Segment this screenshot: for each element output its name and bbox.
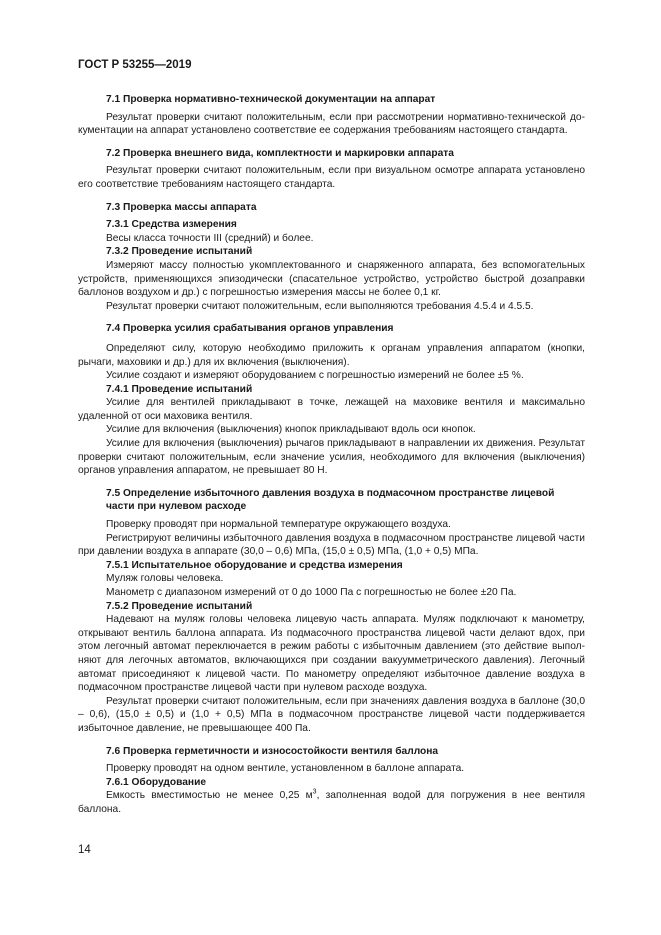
section-7-6-1-paragraph [78, 789, 585, 816]
section-7-5-1-paragraph-1: Муляж головы человека. [106, 573, 224, 585]
section-7-4-paragraph-2: Усилие создают и измеряют оборудованием с погрешностью измерений не более ±5 %. [106, 370, 524, 382]
section-7-5-1-paragraph-2: Манометр с диапазоном измерений от 0 до 1000 Па с погрешностью не более ±20 Па. [106, 587, 517, 598]
section-7-3-2-title: 7.3.2 Проведение испытаний [106, 246, 253, 258]
section-7-5-paragraph-1: Проверку проводят при нормальной температуре окружающего воздуха. [106, 519, 451, 531]
section-7-5-2-paragraph-2: Результат проверки считают положительным, если при значениях давления воздуха в баллоне (30,0 – 0,6), (15,0 ± 0,5) и (1,0 + 0,5) МПа в подмасочном пространстве лицевой части поддерживается избыточное давление, не превышающее 400 Па. [78, 695, 585, 734]
section-7-5-2-paragraph-1: Надевают на муляж головы человека лицевую часть аппарата. Муляж подключают к манометру, открывают вентиль баллона аппарата. Из подмасочного пространства лицевой части делают вдох, при этом легочный автомат переключается в режим работы с избыточным давлением (это действие выполняют для легочных автоматов, включающихся при создании вакуумметрического давления). Легочный автомат присоединяют к лицевой части. По манометру определяют избыточное давление воздуха в подмасочном пространстве лицевой части при нулевом расходе воздуха. [78, 614, 585, 694]
section-7-4-1-paragraph-3: Усилие для включения (выключения) рычагов прикладывают в направлении их движения. Результат проверки считают положительным, если значение усилия, необходимого для включения (выключения) органов управления аппаратом, не превышает 80 Н. [78, 438, 585, 477]
section-7-6-title: 7.6 Проверка герметичности и износостойкости вентиля баллона [106, 745, 439, 757]
document-header: ГОСТ Р 53255—2019 [78, 59, 192, 71]
section-7-3-1-title: 7.3.1 Средства измерения [106, 219, 237, 231]
section-7-5-title: 7.5 Определение избыточного давления воздуха в подмасочном пространстве лицевой части при нулевом расходе [106, 487, 555, 513]
section-7-5-2-title: 7.5.2 Проведение испытаний [106, 600, 253, 612]
section-7-6-paragraph: Проверку проводят на одном вентиле, установленном в баллоне аппарата. [106, 763, 465, 775]
section-7-3-2-paragraph-1: Измеряют массу полностью укомплектованного и снаряженного аппарата, без вспомогательных устройств, применяющихся эпизодически (спасательное устройство, устройство быстрой дозаправки баллонов воздухом и др.) с погрешностью измерения массы не более 0,1 кг. [78, 259, 585, 299]
section-7-3-title: 7.3 Проверка массы аппарата [106, 201, 257, 213]
section-7-2-paragraph: Результат проверки считают положительным, если при визуальном осмотре аппарата установлено его соответствие требованиям настоящего стандарта. [78, 165, 585, 190]
section-7-5-1-title: 7.5.1 Испытательное оборудование и средства измерения [106, 559, 403, 571]
page-number: 14 [78, 844, 91, 856]
document-body [78, 93, 585, 817]
section-7-1-title: 7.1 Проверка нормативно-технической документации на аппарат [106, 94, 436, 105]
section-7-6-1-title: 7.6.1 Оборудование [106, 776, 206, 788]
section-7-3-2-paragraph-2: Результат проверки считают положительным, если выполняются требования 4.5.4 и 4.5.5. [106, 300, 534, 312]
section-7-2-title: 7.2 Проверка внешнего вида, комплектности и маркировки аппарата [106, 147, 454, 159]
section-7-5-paragraph-2: Регистрируют величины избыточного давления воздуха в подмасочном пространстве лицевой части при давлении воздуха в аппарате (30,0 – 0,6) МПа, (15,0 ± 0,5) МПа, (1,0 + 0,5) МПа. [78, 532, 585, 558]
section-7-4-1-paragraph-2: Усилие для включения (выключения) кнопок прикладывают вдоль оси кнопок. [106, 424, 476, 436]
section-7-6-1-text-b: , заполненная водой для погружения в нее вентиля баллона. [78, 790, 585, 815]
section-7-3-1-paragraph: Весы класса точности III (средний) и более. [106, 232, 314, 244]
section-7-1-paragraph: Результат проверки считают положительным, если при рассмотрении нормативно-технической документации на аппарат установлено соответствие ее содержания требованиям настоящего стандарта. [78, 111, 585, 137]
section-7-6-1-text-a: Емкость вместимостью не менее 0,25 м [106, 790, 313, 802]
section-7-4-1-paragraph-1: Усилие для вентилей прикладывают в точке, лежащей на маховике вентиля и максимально удаленной от оси маховика вентиля. [78, 397, 585, 422]
cubic-superscript: 3 [312, 788, 317, 796]
section-7-4-title: 7.4 Проверка усилия срабатывания органов управления [106, 323, 394, 335]
section-7-4-1-title: 7.4.1 Проведение испытаний [106, 383, 253, 395]
section-7-4-paragraph-1: Определяют силу, которую необходимо приложить к органам управления аппаратом (кнопки, рычаги, маховики и др.) для их включения (выключения). [78, 342, 585, 368]
